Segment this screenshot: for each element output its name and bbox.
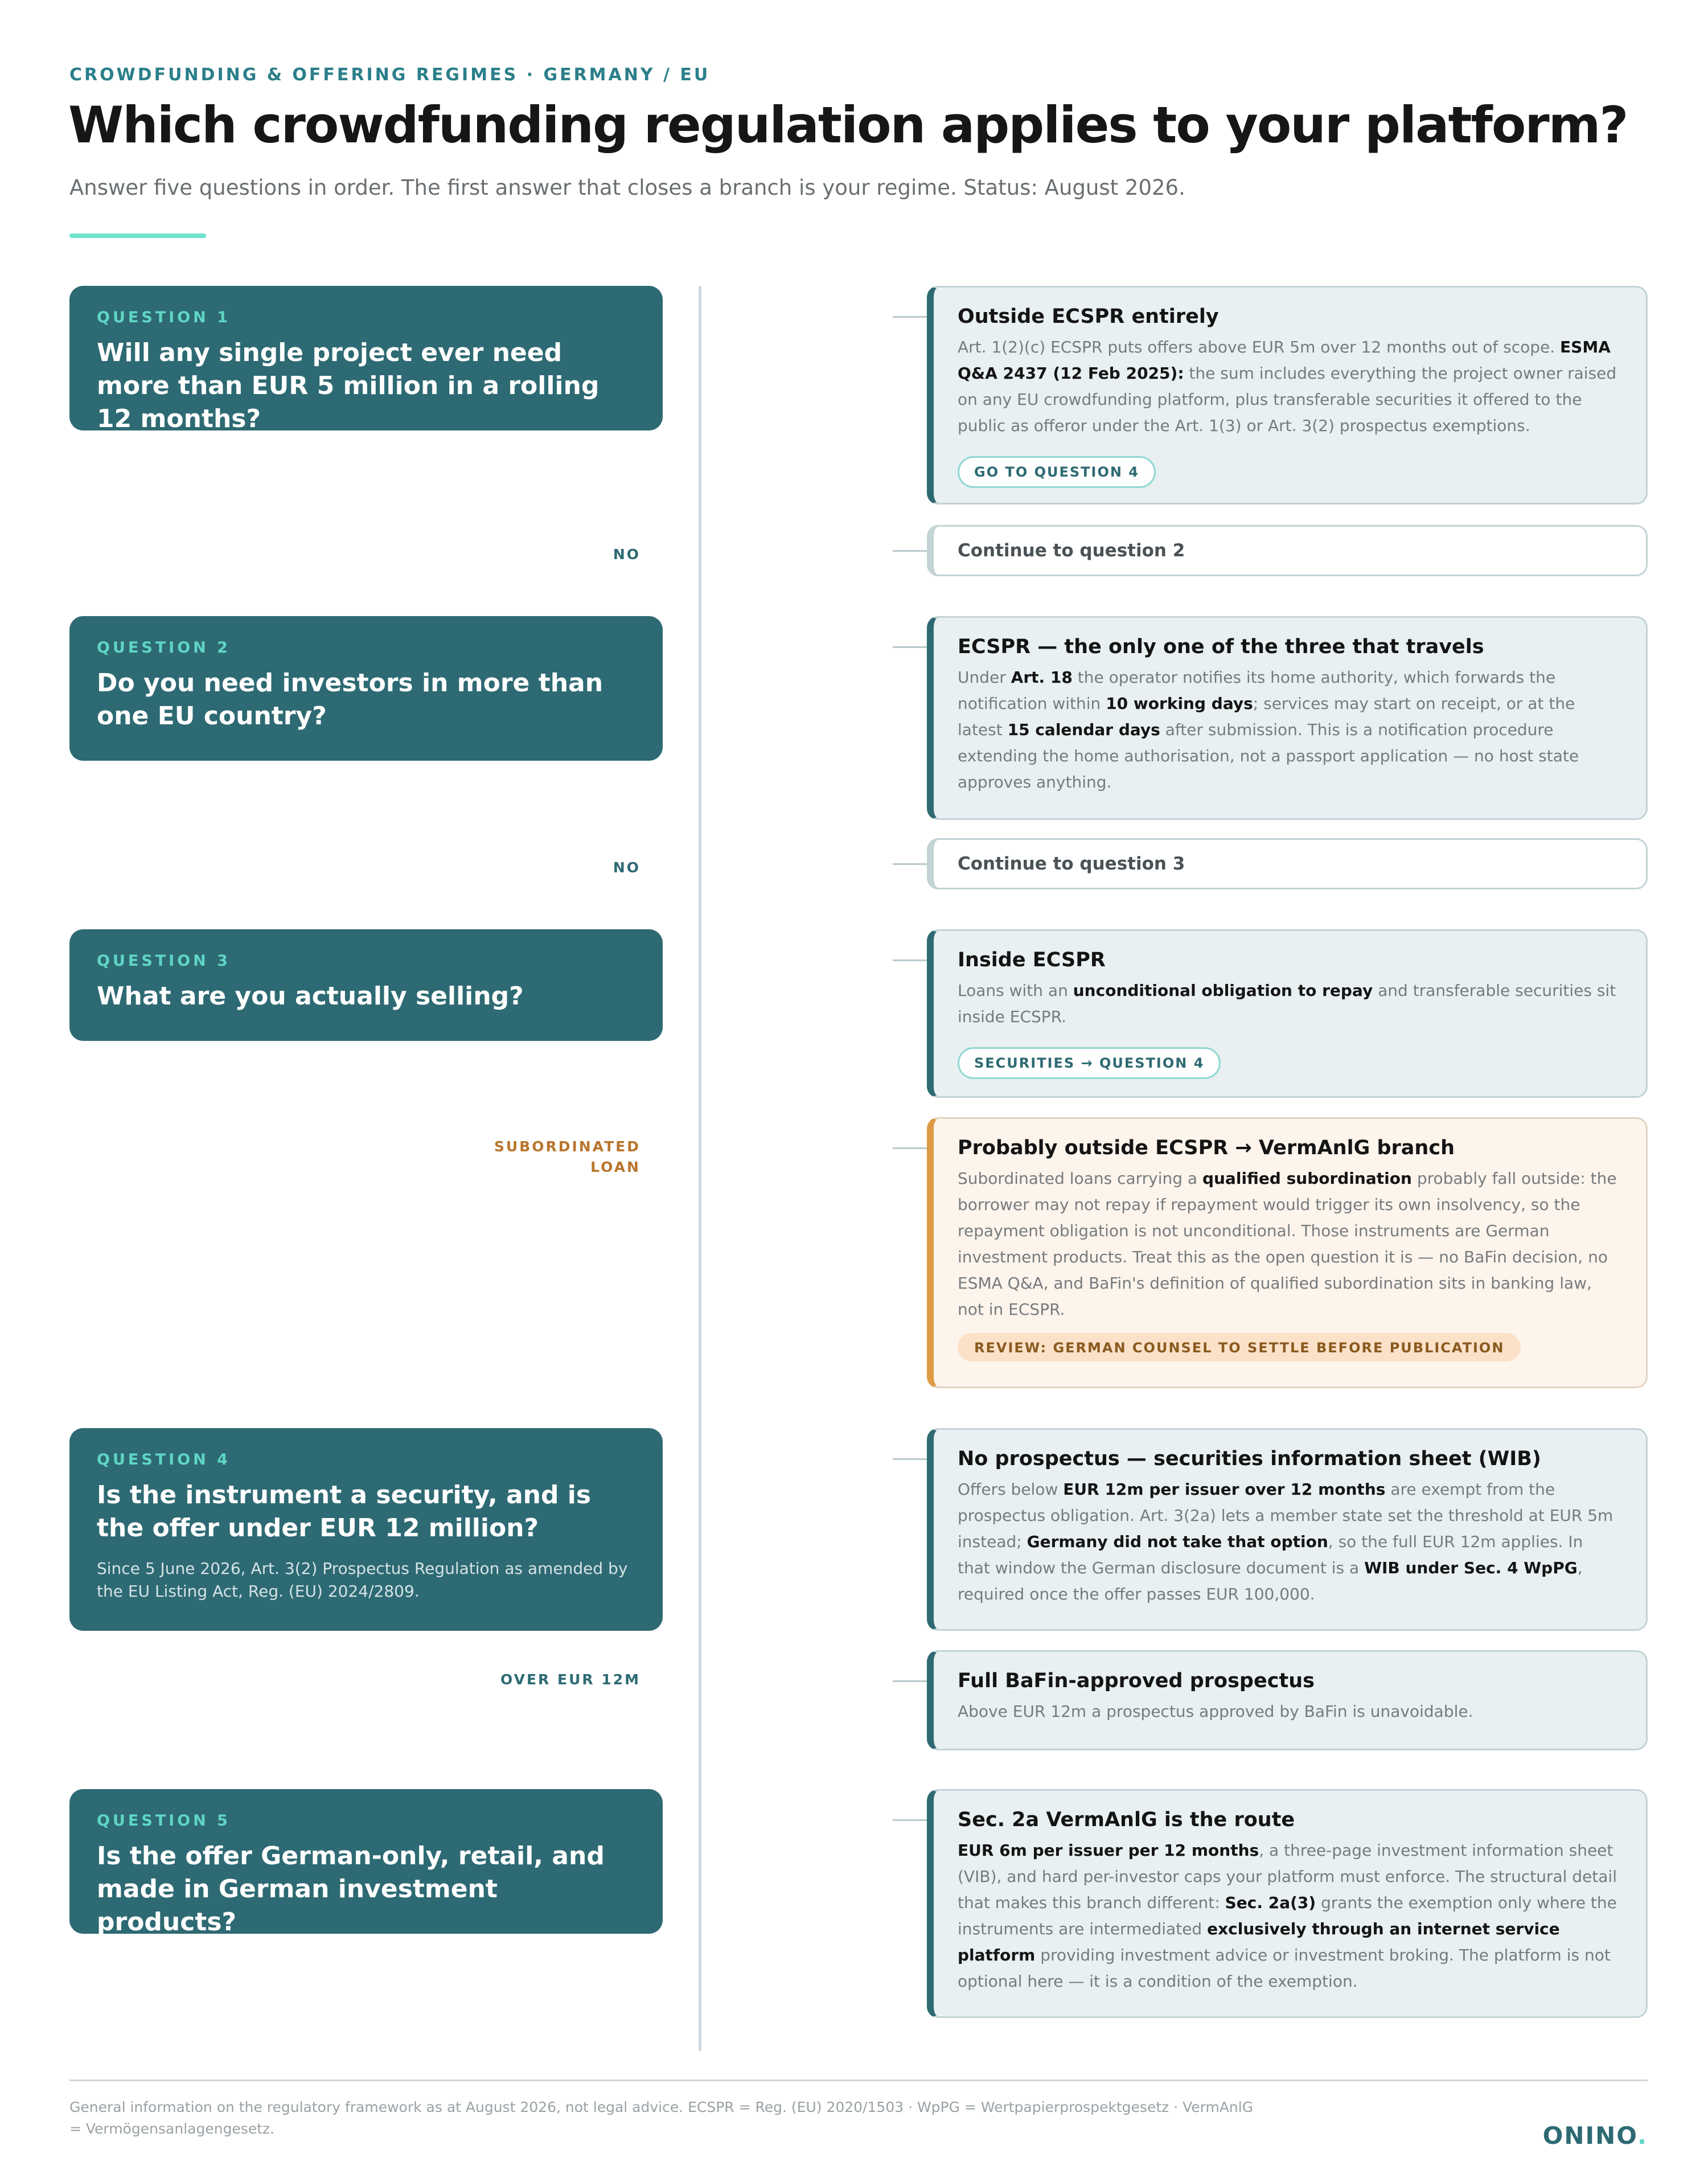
- branch-label-q3-loan: [401, 949, 640, 990]
- branch-label-q3-subordinated: [401, 1137, 640, 1178]
- question-text: What are you actually selling?: [97, 982, 524, 1011]
- question-label: QUESTION 2: [97, 639, 231, 657]
- branch-label-line: LOAN: [590, 1159, 640, 1175]
- branch-label-line: SUBORDINATED: [494, 1138, 640, 1155]
- answer-card-q5-yes: [927, 1789, 1648, 2018]
- connector: [893, 959, 927, 961]
- question-text: Is the instrument a security, and is the offer under EUR 12 million?: [97, 1480, 592, 1543]
- connector: [893, 863, 927, 865]
- answer-card-q2-no: [927, 838, 1648, 889]
- question-label: QUESTION 1: [97, 309, 231, 326]
- question-note: Since 5 June 2026, Art. 3(2) Prospectus Regulation as amended by the EU Listing Act, Reg. (EU) 2024/2809.: [97, 1559, 628, 1601]
- answer-body: Art. 1(2)(c) ECSPR puts offers above EUR 5m over 12 months out of scope. ESMA Q&A 2437 (12 Feb 2025): the sum includes everything the project owner raised on any EU crowdfunding platform, plus transferable securities it offered to the public as offeror under the Art. 1(3) or Art. 3(2) prospectus exemptions.: [958, 338, 1617, 435]
- brand-logo: ONINO.: [1542, 2122, 1648, 2150]
- answer-heading: Full BaFin-approved prospectus: [958, 1670, 1315, 1692]
- go-to-question-4-link[interactable]: GO TO QUESTION 4: [958, 456, 1156, 488]
- branch-label-q4-over: OVER EUR 12M: [500, 1671, 640, 1688]
- question-text: Is the offer German-only, retail, and made in German investment products?: [97, 1841, 605, 1937]
- branch-label-line: SECURITY: [548, 971, 640, 987]
- answer-heading: No prospectus — securities information sheet (WIB): [958, 1447, 1541, 1470]
- continue-question-3: Continue to question 3: [958, 854, 1185, 874]
- branch-label-line: LOAN OR: [557, 950, 640, 967]
- branch-label-q4-under: UNDER EUR 12M: [486, 1449, 640, 1466]
- answer-card-q4-under: [927, 1428, 1648, 1631]
- answer-card-q2-yes: [927, 616, 1648, 820]
- answer-body: Under Art. 18 the operator notifies its home authority, which forwards the notification within 10 working days; services may start on receipt, or at the latest 15 calendar days after submission. This is a notification procedure extending the home authorisation, not a passport application — no host state approves anything.: [958, 668, 1579, 791]
- eyebrow: CROWDFUNDING & OFFERING REGIMES · GERMANY / EU: [69, 65, 711, 85]
- answer-card-q3-subordinated: [927, 1117, 1648, 1388]
- question-text: Will any single project ever need more than EUR 5 million in a rolling 12 months?: [97, 338, 600, 433]
- answer-body: Above EUR 12m a prospectus approved by BaFin is unavoidable.: [958, 1702, 1473, 1721]
- branch-label-q2-no: NO: [613, 859, 640, 876]
- answer-card-q1-no: [927, 525, 1648, 576]
- securities-question-4-link[interactable]: SECURITIES → QUESTION 4: [958, 1047, 1221, 1079]
- connector: [893, 1147, 927, 1149]
- connector: [893, 316, 927, 318]
- continue-question-2: Continue to question 2: [958, 540, 1185, 561]
- column-divider: [699, 286, 701, 2051]
- answer-heading: ECSPR — the only one of the three that travels: [958, 635, 1484, 658]
- connector: [893, 550, 927, 552]
- connector: [893, 1458, 927, 1460]
- question-label: QUESTION 4: [97, 1451, 231, 1469]
- answer-body: Subordinated loans carrying a qualified subordination probably fall outside: the borrower may not repay if repayment would trigger its own insolvency, so the repayment obligation is not unconditional. Those instruments are German investment products. Treat this as the open question it is — no BaFin decision, no ESMA Q&A, and BaFin's definition of qualified subordination sits in banking law, not in ECSPR.: [958, 1169, 1617, 1319]
- footer-note: General information on the regulatory framework as at August 2026, not legal advice. ECSPR = Reg. (EU) 2020/1503 · WpPG = Wertpapierprospektgesetz · VermAnlG = Vermögensanlagengesetz.: [69, 2099, 1254, 2137]
- page-title: Which crowdfunding regulation applies to your platform?: [68, 96, 1628, 154]
- answer-body: Loans with an unconditional obligation to repay and transferable securities sit inside ECSPR.: [958, 981, 1616, 1026]
- answer-card-q1-yes: [927, 286, 1648, 505]
- review-badge: REVIEW: GERMAN COUNSEL TO SETTLE BEFORE PUBLICATION: [958, 1333, 1521, 1361]
- answer-body: Offers below EUR 12m per issuer over 12 months are exempt from the prospectus obligation. Art. 3(2a) lets a member state set the threshold at EUR 5m instead; Germany did not take that option, so the full EUR 12m applies. In that window the German disclosure document is a WIB under Sec. 4 WpPG, required once the offer passes EUR 100,000.: [958, 1480, 1613, 1603]
- answer-heading: Probably outside ECSPR → VermAnlG branch: [958, 1137, 1455, 1159]
- branch-label-q2-yes: YES: [605, 637, 640, 654]
- branch-label-q1-no: NO: [613, 546, 640, 563]
- branch-label-q1-yes: YES: [605, 307, 640, 323]
- answer-body: EUR 6m per issuer per 12 months, a three-page investment information sheet (VIB), and hard per-investor caps your platform must enforce. The structural detail that makes this branch different: Sec. 2a(3) grants the exemption only where the instruments are intermediated exclusively through an internet service platform providing investment advice or investment broking. The platform is not optional here — it is a condition of the exemption.: [958, 1841, 1617, 1991]
- page-subtitle: Answer five questions in order. The first answer that closes a branch is your regime. Status: August 2026.: [69, 175, 1185, 200]
- connector: [893, 1680, 927, 1682]
- footer-divider: [69, 2080, 1648, 2081]
- answer-card-q4-over: [927, 1650, 1648, 1750]
- question-text: Do you need investors in more than one EU country?: [97, 668, 603, 731]
- answer-card-q3-loan: [927, 929, 1648, 1098]
- question-label: QUESTION 3: [97, 952, 231, 970]
- connector: [893, 646, 927, 648]
- accent-rule: [69, 233, 206, 238]
- connector: [893, 1819, 927, 1821]
- branch-label-q5-yes: YES: [605, 1810, 640, 1827]
- answer-heading: Sec. 2a VermAnlG is the route: [958, 1808, 1295, 1831]
- question-label: QUESTION 5: [97, 1812, 231, 1830]
- answer-heading: Inside ECSPR: [958, 949, 1106, 971]
- answer-heading: Outside ECSPR entirely: [958, 305, 1219, 328]
